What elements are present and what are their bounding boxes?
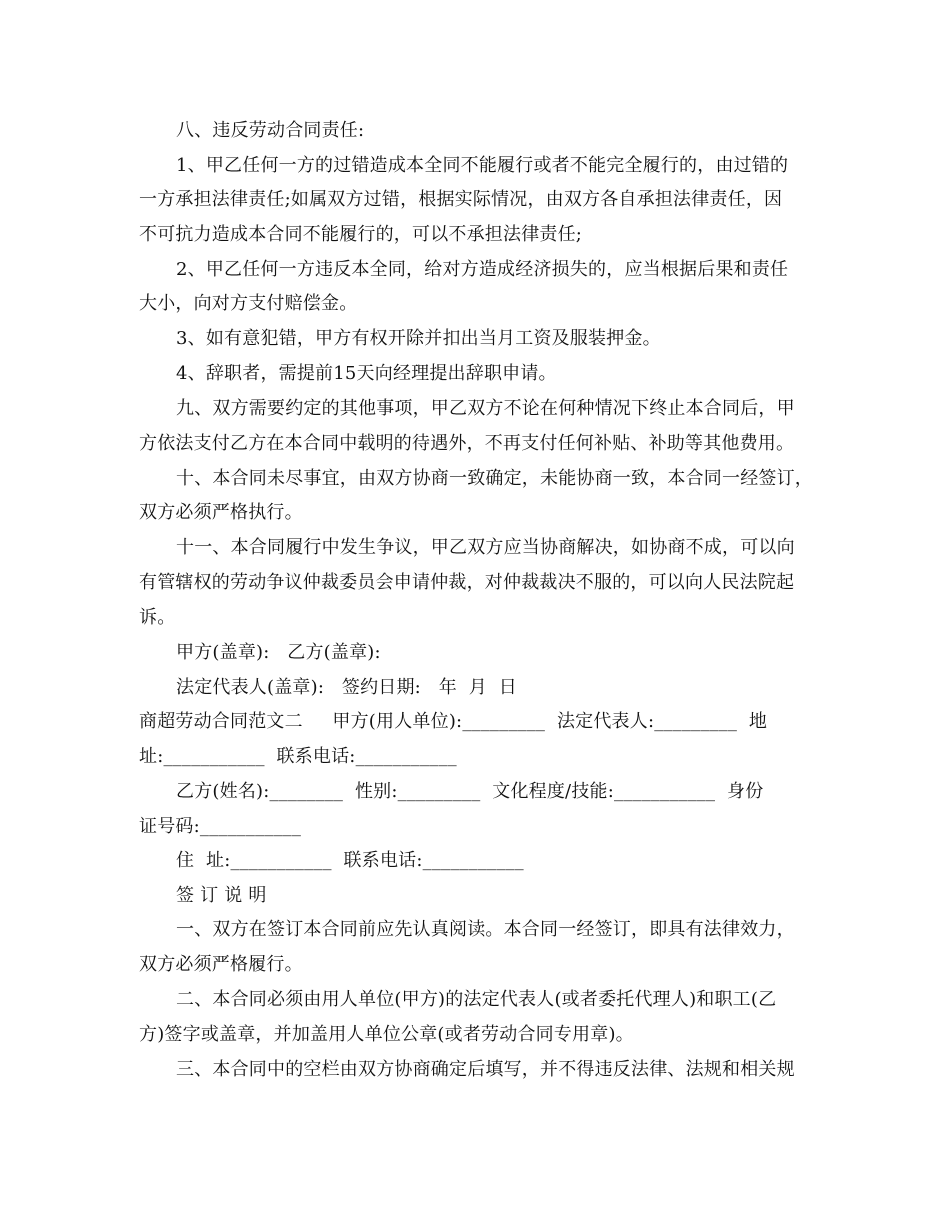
form-field-line: 乙方(姓名):________ 性别:_________ 文化程度/技能:___________ 身份 <box>176 781 764 802</box>
paragraph-line: 九、双方需要约定的其他事项，甲乙双方不论在何种情况下终止本合同后，甲 <box>176 398 795 419</box>
signature-line: 甲方(盖章): 乙方(盖章): <box>176 642 381 663</box>
paragraph-line: 三、本合同中的空栏由双方协商确定后填写，并不得违反法律、法规和相关规 <box>176 1059 795 1080</box>
paragraph-line: 一方承担法律责任;如属双方过错，根据实际情况，由双方各自承担法律责任，因 <box>139 189 783 210</box>
paragraph-line: 十一、本合同履行中发生争议，甲乙双方应当协商解决，如协商不成，可以向 <box>176 537 795 558</box>
paragraph-line: 不可抗力造成本合同不能履行的，可以不承担法律责任; <box>139 224 583 245</box>
signature-line: 法定代表人(盖章): 签约日期: 年 月 日 <box>176 677 517 698</box>
paragraph-line: 大小，向对方支付赔偿金。 <box>139 293 358 314</box>
paragraph-line: 4、辞职者，需提前15天向经理提出辞职申请。 <box>176 363 557 384</box>
paragraph-line: 双方必须严格执行。 <box>139 502 303 523</box>
paragraph-line: 诉。 <box>139 607 176 628</box>
form-field-line: 证号码:___________ <box>139 816 302 837</box>
paragraph-line: 方依法支付乙方在本合同中载明的待遇外，不再支付任何补贴、补助等其他费用。 <box>139 433 795 454</box>
paragraph-line: 方)签字或盖章，并加盖用人单位公章(或者劳动合同专用章)。 <box>139 1024 634 1045</box>
paragraph-line: 二、本合同必须由用人单位(甲方)的法定代表人(或者委托代理人)和职工(乙 <box>176 989 777 1010</box>
paragraph-line: 2、甲乙任何一方违反本全同，给对方造成经济损失的，应当根据后果和责任 <box>176 259 789 280</box>
paragraph-line: 双方必须严格履行。 <box>139 954 303 975</box>
paragraph-line: 3、如有意犯错，甲方有权开除并扣出当月工资及服装押金。 <box>176 328 661 349</box>
paragraph-line: 1、甲乙任何一方的过错造成本全同不能履行或者不能完全履行的，由过错的 <box>176 155 789 176</box>
paragraph-line: 十、本合同未尽事宜，由双方协商一致确定，未能协商一致，本合同一经签订， <box>176 468 813 489</box>
form-field-line: 址:___________ 联系电话:___________ <box>139 746 457 767</box>
section-heading: 签 订 说 明 <box>176 885 267 906</box>
paragraph-line: 有管辖权的劳动争议仲裁委员会申请仲裁，对仲裁裁决不服的，可以向人民法院起 <box>139 572 795 593</box>
paragraph-line: 一、双方在签订本合同前应先认真阅读。本合同一经签订，即具有法律效力， <box>176 919 795 940</box>
form-field-line: 商超劳动合同范文二 甲方(用人单位):_________ 法定代表人:_________ 地 <box>139 711 768 732</box>
section-heading: 八、违反劳动合同责任: <box>176 120 365 141</box>
form-field-line: 住 址:___________ 联系电话:___________ <box>176 850 524 871</box>
